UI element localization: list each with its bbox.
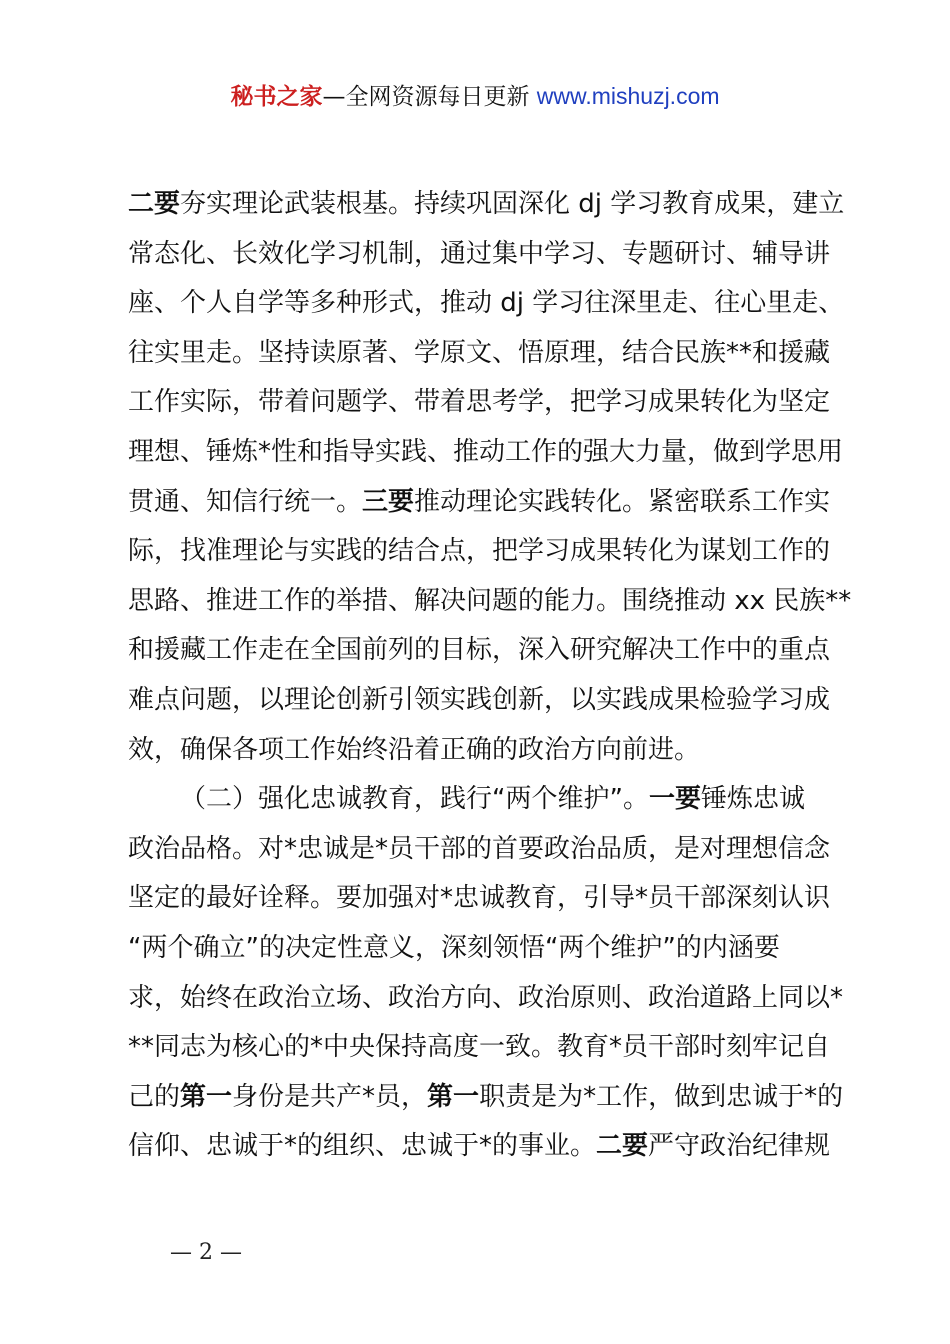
text-line <box>128 825 834 875</box>
text-segment: 身份是共产*员， <box>232 1081 428 1112</box>
text-line <box>128 874 834 924</box>
text-segment: （二）强化忠诚教育，践行“两个维护”。 <box>180 784 649 815</box>
text-line <box>128 626 834 676</box>
text-line <box>128 577 852 627</box>
text-line <box>128 676 834 726</box>
text-segment: 常态化、长效化学习机制，通过集中学习、专题研讨、辅导讲 <box>128 238 831 269</box>
text-segment: 往实里走。坚持读原著、学原文、悟原理，结合民族**和援藏 <box>128 337 831 368</box>
text-segment: **同志为核心的*中央保持高度一致。教育*员干部时刻牢记自 <box>128 1032 831 1063</box>
header-tagline: —全网资源每日更新 <box>322 84 537 110</box>
text-segment: 求，始终在政治立场、政治方向、政治原则、政治道路上同以* <box>128 982 844 1013</box>
text-segment: 思路、推进工作的举措、解决问题的能力。围绕推动 xx 民族** <box>128 585 852 616</box>
text-segment: 工作实际，带着问题学、带着思考学，把学习成果转化为坚定 <box>128 387 831 418</box>
text-segment: 职责是为*工作，做到忠诚于*的 <box>479 1081 844 1112</box>
text-line <box>128 230 834 280</box>
text-segment: 际，找准理论与实践的结合点，把学习成果转化为谋划工作的 <box>128 536 831 567</box>
text-line <box>128 527 834 577</box>
text-segment: 贯通、知信行统一。 <box>128 486 363 517</box>
text-line <box>128 775 834 825</box>
text-segment: 政治品格。对*忠诚是*员干部的首要政治品质，是对理想信念 <box>128 833 831 864</box>
text-line <box>128 180 845 230</box>
text-segment: 己的 <box>128 1081 181 1112</box>
bold-keyword: 第一 <box>180 1081 233 1112</box>
text-line <box>128 279 845 329</box>
text-segment: 坚定的最好诠释。要加强对*忠诚教育，引导*员干部深刻认识 <box>128 883 831 914</box>
text-line <box>128 478 834 528</box>
text-line <box>128 1073 844 1123</box>
text-segment: 严守政治纪律规 <box>648 1131 831 1162</box>
bold-keyword: 一要 <box>648 784 701 815</box>
brand-name: 秘书之家 <box>230 84 323 110</box>
text-segment: 座、个人自学等多种形式，推动 dj 学习往深里走、往心里走、 <box>128 288 845 319</box>
text-line <box>128 726 834 776</box>
text-line <box>128 428 844 478</box>
text-line <box>128 924 834 974</box>
page-number: — 2 — <box>170 1240 242 1265</box>
header-url[interactable]: www.mishuzj.com <box>536 83 720 109</box>
text-line <box>128 1023 834 1073</box>
bold-keyword: 二要 <box>128 189 181 219</box>
text-segment: 推动理论实践转化。紧密联系工作实 <box>414 486 831 517</box>
site-header <box>0 80 950 113</box>
text-segment: 信仰、忠诚于*的组织、忠诚于*的事业。 <box>128 1131 597 1162</box>
text-segment: 效，确保各项工作始终沿着正确的政治方向前进。 <box>128 734 701 765</box>
text-line <box>128 974 844 1024</box>
text-segment: 和援藏工作走在全国前列的目标，深入研究解决工作中的重点 <box>128 635 831 666</box>
text-line <box>128 329 834 379</box>
document-body <box>128 180 852 1172</box>
bold-keyword: 三要 <box>362 486 415 517</box>
bold-keyword: 二要 <box>596 1131 649 1162</box>
bold-keyword: 第一 <box>427 1081 480 1112</box>
text-segment: 理想、锤炼*性和指导实践、推动工作的强大力量，做到学思用 <box>128 436 844 467</box>
text-segment: 锤炼忠诚 <box>700 784 805 815</box>
text-line <box>128 378 834 428</box>
text-segment: 夯实理论武装根基。持续巩固深化 dj 学习教育成果，建立 <box>180 189 845 219</box>
text-segment: “两个确立”的决定性意义，深刻领悟“两个维护”的内涵要 <box>128 932 780 963</box>
text-line <box>128 1122 834 1172</box>
text-segment: 难点问题，以理论创新引领实践创新，以实践成果检验学习成 <box>128 684 831 715</box>
